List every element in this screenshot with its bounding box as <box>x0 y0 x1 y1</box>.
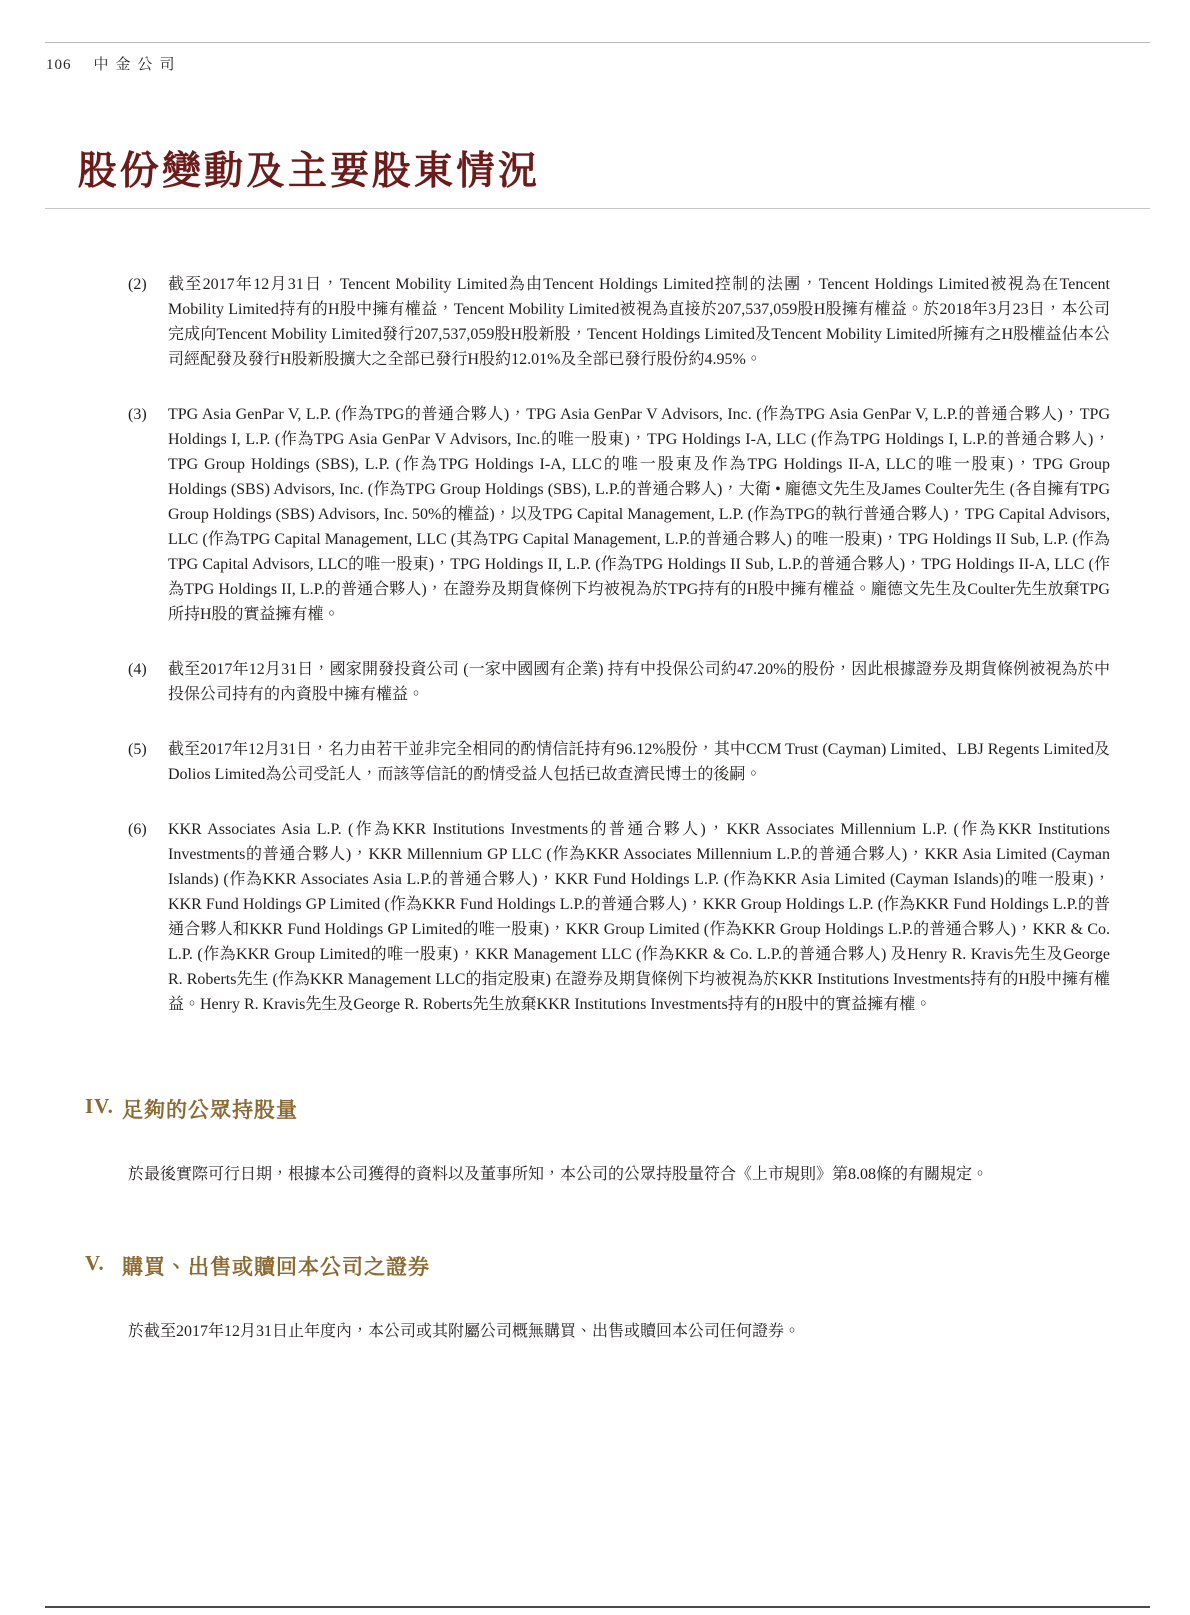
company-name: 中金公司 <box>93 57 182 73</box>
section-roman-numeral: IV. <box>85 1094 114 1118</box>
note-item <box>128 402 1110 627</box>
header-rule <box>45 42 1150 43</box>
section-body: 於最後實際可行日期，根據本公司獲得的資料以及董事所知，本公司的公眾持股量符合《上市規則》第8.08條的有關規定。 <box>128 1166 989 1183</box>
note-text: 截至2017年12月31日，Tencent Mobility Limited為由Tencent Holdings Limited控制的法團，Tencent Holdings Limited被視為在Tencent Mobility Limited持有的H股中擁有權益，Tencent Mobility Limited被視為直接於207,537,059股H股擁有權益。於2018年3月23日，本公司完成向Tencent Mobility Limited發行207,537,059股H股新股，Tencent Holdings Limited及Tencent Mobility Limited所擁有之H股權益佔本公司經配發及發行H股新股擴大之全部已發行H股約12.01%及全部已發行股份約4.95%。 <box>168 276 1110 368</box>
title-rule <box>45 208 1150 209</box>
notes-list <box>128 272 1110 1047</box>
section-heading <box>85 1094 1110 1124</box>
page-number: 106 <box>46 57 72 73</box>
note-text: 截至2017年12月31日，國家開發投資公司 (一家中國國有企業) 持有中投保公司約47.20%的股份，因此根據證券及期貨條例被視為於中投保公司持有的內資股中擁有權益。 <box>168 661 1110 703</box>
note-item <box>128 272 1110 372</box>
note-number: (4) <box>128 661 147 678</box>
note-number: (5) <box>128 741 147 758</box>
note-number: (3) <box>128 406 147 423</box>
section-heading <box>85 1251 1110 1281</box>
footer-rule <box>45 1606 1150 1608</box>
section-body: 於截至2017年12月31日止年度內，本公司或其附屬公司概無購買、出售或贖回本公司任何證券。 <box>128 1323 801 1340</box>
chapter-title: 股份變動及主要股東情況 <box>78 150 541 193</box>
section-title: 購買、出售或贖回本公司之證券 <box>122 1255 430 1279</box>
note-item <box>128 817 1110 1017</box>
note-text: TPG Asia GenPar V, L.P. (作為TPG的普通合夥人)，TPG Asia GenPar V Advisors, Inc. (作為TPG Asia GenPar V, L.P.的普通合夥人)，TPG Holdings I, L.P. (作為TPG Asia GenPar V Advisors, Inc.的唯一股東)，TPG Holdings I-A, LLC (作為TPG Holdings I, L.P.的普通合夥人)，TPG Group Holdings (SBS), L.P. (作為TPG Holdings I-A, LLC的唯一股東及作為TPG Holdings II-A, LLC的唯一股東)，TPG Group Holdings (SBS) Advisors, Inc. (作為TPG Group Holdings (SBS), L.P.的普通合夥人)，大衛 • 龐德文先生及James Coulter先生 (各自擁有TPG Group Holdings (SBS) Advisors, Inc. 50%的權益)，以及TPG Capital Management, L.P. (作為TPG的執行普通合夥人)，TPG Capital Advisors, LLC (作為TPG Capital Management, LLC (其為TPG Capital Management, L.P.的普通合夥人) 的唯一股東)，TPG Holdings II Sub, L.P. (作為TPG Capital Advisors, LLC的唯一股東)，TPG Holdings II, L.P. (作為TPG Holdings II Sub, L.P.的普通合夥人)，TPG Holdings II-A, LLC (作為TPG Holdings II, L.P.的普通合夥人)，在證券及期貨條例下均被視為於TPG持有的H股中擁有權益。龐德文先生及Coulter先生放棄TPG所持H股的實益擁有權。 <box>168 406 1110 623</box>
note-number: (6) <box>128 821 147 838</box>
running-head <box>46 53 182 74</box>
section-roman-numeral: V. <box>85 1251 105 1275</box>
note-item <box>128 657 1110 707</box>
note-number: (2) <box>128 276 147 293</box>
note-text: 截至2017年12月31日，名力由若干並非完全相同的酌情信託持有96.12%股份，其中CCM Trust (Cayman) Limited、LBJ Regents Limited及Dolios Limited為公司受託人，而該等信託的酌情受益人包括已故查濟民博士的後嗣。 <box>168 741 1110 783</box>
note-item <box>128 737 1110 787</box>
section-public-float <box>85 1094 1110 1190</box>
note-text: KKR Associates Asia L.P. (作為KKR Institutions Investments的普通合夥人)，KKR Associates Millennium L.P. (作為KKR Institutions Investments的普通合夥人)，KKR Millennium GP LLC (作為KKR Associates Millennium L.P.的普通合夥人)，KKR Asia Limited (Cayman Islands) (作為KKR Associates Asia L.P.的普通合夥人)，KKR Fund Holdings L.P. (作為KKR Asia Limited (Cayman Islands)的唯一股東)，KKR Fund Holdings GP Limited (作為KKR Fund Holdings L.P.的普通合夥人)，KKR Group Holdings L.P. (作為KKR Fund Holdings L.P.的普通合夥人和KKR Fund Holdings GP Limited的唯一股東)，KKR Group Limited (作為KKR Group Holdings L.P.的普通合夥人)，KKR & Co. L.P. (作為KKR Group Limited的唯一股東)，KKR Management LLC (作為KKR & Co. L.P.的普通合夥人) 及Henry R. Kravis先生及George R. Roberts先生 (作為KKR Management LLC的指定股東) 在證券及期貨條例下均被視為於KKR Institutions Investments持有的H股中擁有權益。Henry R. Kravis先生及George R. Roberts先生放棄KKR Institutions Investments持有的H股中的實益擁有權。 <box>168 821 1110 1013</box>
section-title: 足夠的公眾持股量 <box>122 1098 298 1122</box>
section-purchase-sale-redemption <box>85 1251 1110 1347</box>
